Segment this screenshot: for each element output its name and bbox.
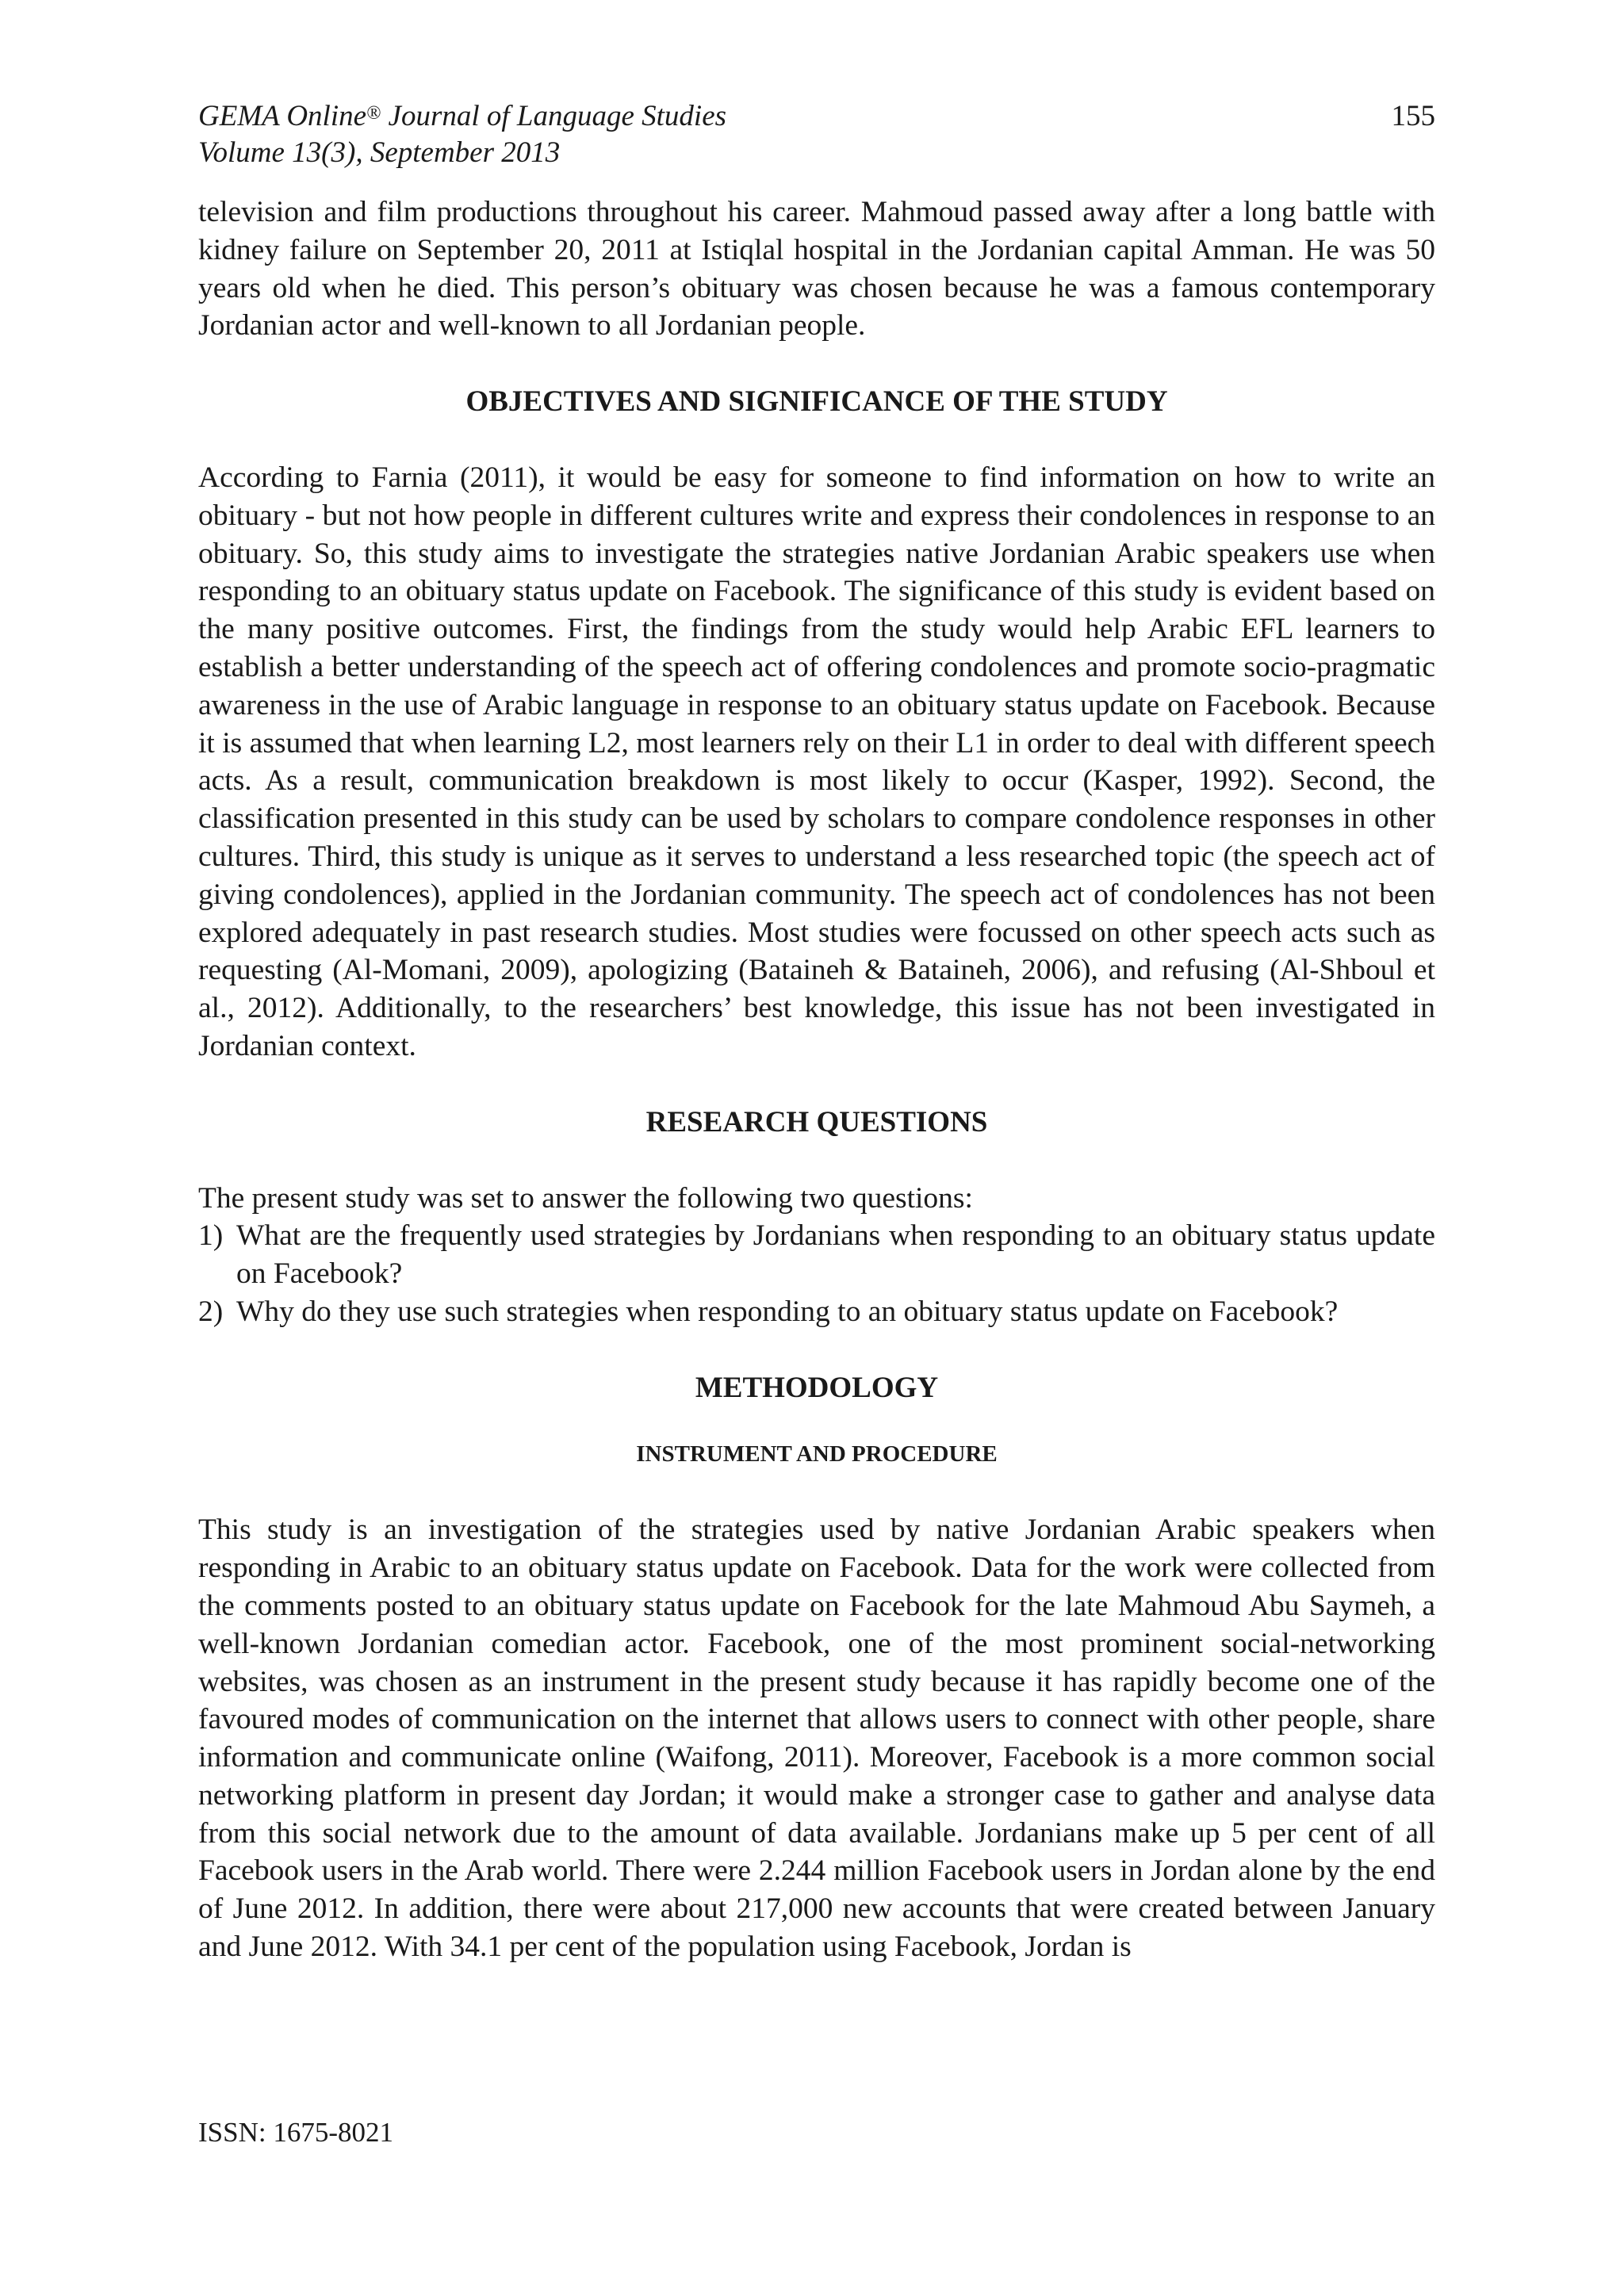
journal-title: [198, 98, 1435, 135]
journal-title-post: Journal of Language Studies: [381, 100, 727, 132]
page-body: [198, 193, 1435, 1966]
journal-title-pre: GEMA Online: [198, 100, 367, 132]
objectives-paragraph: According to Farnia (2011), it would be easy for someone to find information on how to write an obituary - but not how people in different cultures write and express their condolences in response to an obituary. So, this study aims to investigate the strategies native Jordanian Arabic speakers use when responding to an obituary status update on Facebook. The significance of this study is evident based on the many positive outcomes. First, the findings from the study would help Arabic EFL learners to establish a better understanding of the speech act of offering condolences and promote socio-pragmatic awareness in the use of Arabic language in response to an obituary status update on Facebook. Because it is assumed that when learning L2, most learners rely on their L1 in order to deal with different speech acts. As a result, communication breakdown is most likely to occur (Kasper, 1992). Second, the classification presented in this study can be used by scholars to compare condolence responses in other cultures. Third, this study is unique as it serves to understand a less researched topic (the speech act of giving condolences), applied in the Jordanian community. The speech act of condolences has not been explored adequately in past research studies. Most studies were focussed on other speech acts such as requesting (Al-Momani, 2009), apologizing (Bataineh & Bataineh, 2006), and refusing (Al-Shboul et al., 2012). Additionally, to the researchers’ best knowledge, this issue has not been investigated in Jordanian context.: [198, 461, 1435, 1062]
list-item: [198, 1293, 1435, 1331]
list-item-text: Why do they use such strategies when responding to an obituary status update on Facebook?: [236, 1295, 1339, 1328]
research-questions-list: [198, 1217, 1435, 1330]
journal-page: [198, 0, 1435, 2296]
instrument-procedure-subheading: INSTRUMENT AND PROCEDURE: [636, 1441, 998, 1467]
journal-volume: Volume 13(3), September 2013: [198, 136, 561, 169]
registered-mark: ®: [366, 103, 381, 124]
methodology-paragraph: This study is an investigation of the strategies used by native Jordanian Arabic speakers when responding in Arabic to an obituary status update on Facebook. Data for the work were collected from the comments posted to an obituary status update on Facebook for the late Mahmoud Abu Saymeh, a well-known Jordanian comedian actor. Facebook, one of the most prominent social-networking websites, was chosen as an instrument in the present study because it has rapidly become one of the favoured modes of communication on the internet that allows users to connect with other people, share information and communicate online (Waifong, 2011). Moreover, Facebook is a more common social networking platform in present day Jordan; it would make a stronger case to gather and analyse data from this social network due to the amount of data available. Jordanians make up 5 per cent of all Facebook users in the Arab world. There were 2.244 million Facebook users in Jordan alone by the end of June 2012. In addition, there were about 217,000 new accounts that were created between January and June 2012. With 34.1 per cent of the population using Facebook, Jordan is: [198, 1513, 1435, 1964]
list-item-number: 2): [198, 1295, 224, 1328]
issn-footer: ISSN: 1675-8021: [198, 2117, 393, 2148]
page-number: 155: [1391, 100, 1435, 132]
objectives-heading: OBJECTIVES AND SIGNIFICANCE OF THE STUDY: [465, 385, 1168, 419]
list-item-number: 1): [198, 1219, 224, 1253]
list-item: [198, 1217, 1435, 1293]
methodology-heading: METHODOLOGY: [695, 1371, 939, 1404]
list-item-text: What are the frequently used strategies by Jordanians when responding to an obituary status update on Facebook?: [236, 1219, 1435, 1291]
research-questions-intro: The present study was set to answer the following two questions:: [198, 1181, 973, 1215]
running-header: [198, 98, 1435, 171]
intro-paragraph: television and film productions throughout his career. Mahmoud passed away after a long battle with kidney failure on September 20, 2011 at Istiqlal hospital in the Jordanian capital Amman. He was 50 years old when he died. This person’s obituary was chosen because he was a famous contemporary Jordanian actor and well-known to all Jordanian people.: [198, 196, 1435, 342]
research-questions-heading: RESEARCH QUESTIONS: [645, 1105, 988, 1138]
